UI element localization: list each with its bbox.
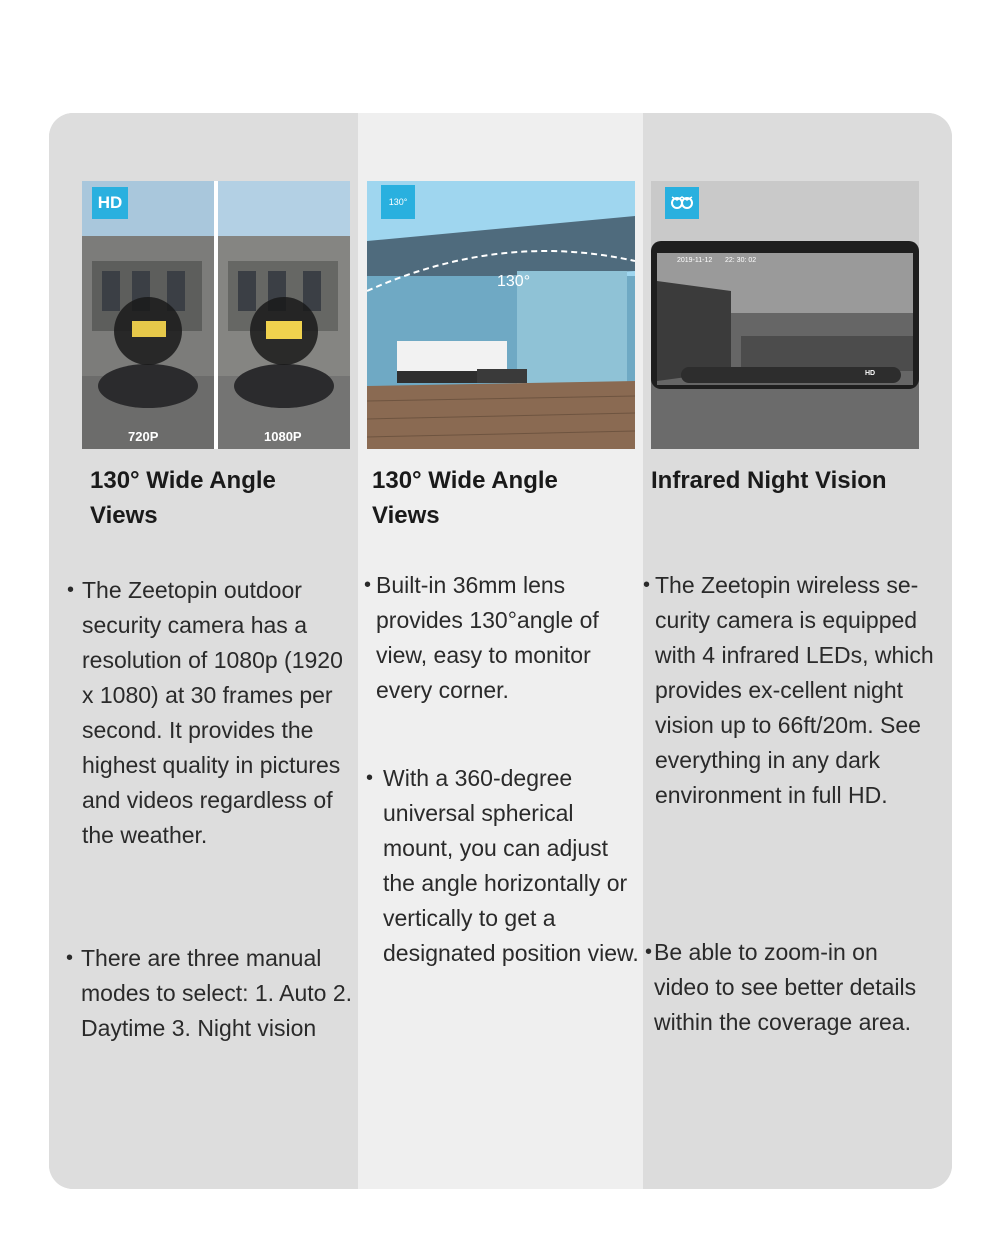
label-720p: 720P: [128, 429, 159, 444]
column-resolution: [49, 113, 358, 1189]
wide-angle-image: [367, 181, 635, 449]
column-2-bullet-2: • With a 360-degree universal spherical mount, you can adjust the angle horizontally or vertically to get a designated position view.: [383, 761, 645, 971]
night-vision-image: [651, 181, 919, 449]
column-2-bullet-1: • Built-in 36mm lens provides 130°angle of view, easy to monitor every corner.: [376, 568, 638, 708]
owl-icon: [665, 187, 699, 219]
column-night-vision: [643, 113, 952, 1189]
column-3-bullet-1: • The Zeetopin wireless se-curity camera is equipped with 4 infrared LEDs, which provides ex-cellent night vision up to 66ft/20m. See everything in any dark environment in full HD.: [655, 568, 935, 813]
bullet-dot: •: [67, 579, 75, 601]
hd-badge-icon: HD: [92, 187, 128, 219]
bullet-dot: •: [364, 574, 372, 596]
column-3-bullet-2: • Be able to zoom-in on video to see better details within the coverage area.: [654, 935, 939, 1040]
angle-label: 130°: [497, 273, 531, 290]
bullet-dot: •: [643, 574, 651, 596]
timestamp-time: 22: 30: 02: [725, 257, 757, 264]
column-1-bullet-1: • The Zeetopin outdoor security camera has a resolution of 1080p (1920 x 1080) at 30 frames per second. It provides the highest quality in pictures and videos regardless of the weather.: [82, 573, 354, 853]
resolution-comparison-image: [82, 181, 350, 449]
feature-panel: [49, 113, 952, 1189]
column-1-title: 130° Wide Angle Views: [90, 467, 276, 529]
bullet-dot: •: [645, 941, 653, 963]
bullet-dot: •: [366, 767, 374, 789]
hd-label: HD: [865, 370, 876, 377]
column-1-bullet-2: • There are three manual modes to select: 1. Auto 2. Daytime 3. Night vision: [81, 941, 363, 1046]
angle-badge-icon: 130°: [381, 185, 415, 219]
label-1080p: 1080P: [264, 429, 302, 444]
column-2-title: 130° Wide Angle Views: [372, 467, 558, 529]
bullet-dot: •: [66, 947, 74, 969]
column-wide-angle: [358, 113, 643, 1189]
timestamp-date: 2019-11-12: [677, 257, 713, 264]
column-3-title: Infrared Night Vision: [651, 467, 887, 494]
